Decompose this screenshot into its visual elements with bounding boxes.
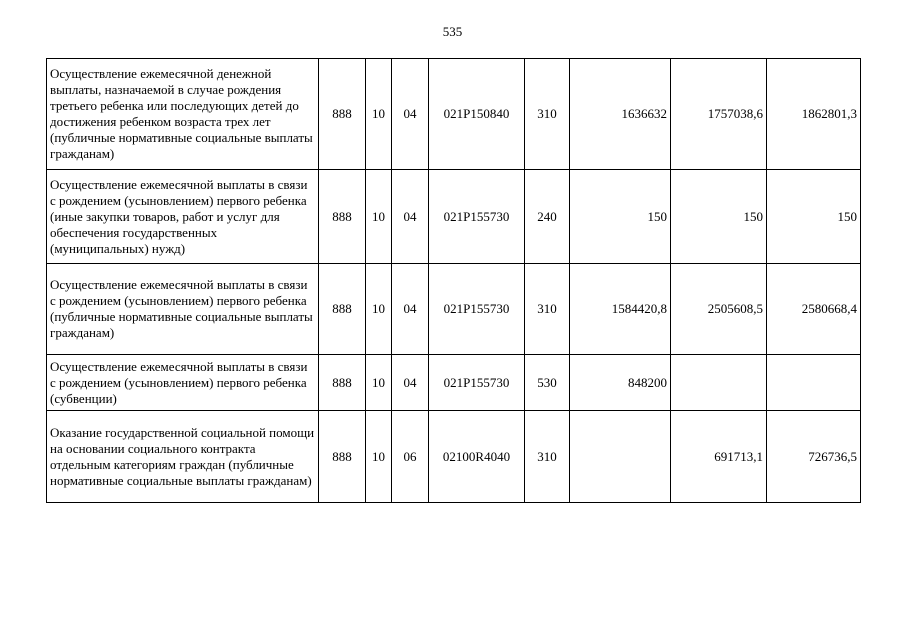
subsection-code: 04 xyxy=(392,355,429,411)
expense-type-code: 530 xyxy=(525,355,570,411)
ministry-code: 888 xyxy=(319,264,366,355)
expense-type-code: 310 xyxy=(525,264,570,355)
amount-year-2: 2505608,5 xyxy=(671,264,767,355)
target-article-code: 021P150840 xyxy=(429,59,525,170)
row-description: Осуществление ежемесячной выплаты в связи с рождением (усыновлением) первого ребенка (иные закупки товаров, работ и услуг для обеспечения государственных (муниципальных) нужд) xyxy=(47,170,319,264)
subsection-code: 06 xyxy=(392,411,429,503)
expense-type-code: 310 xyxy=(525,411,570,503)
row-description: Оказание государственной социальной помощи на основании социального контракта отдельным категориям граждан (публичные нормативные социальные выплаты гражданам) xyxy=(47,411,319,503)
expense-type-code: 310 xyxy=(525,59,570,170)
amount-year-1: 1584420,8 xyxy=(570,264,671,355)
page-number: 535 xyxy=(442,24,463,39)
subsection-code: 04 xyxy=(392,264,429,355)
section-code: 10 xyxy=(366,59,392,170)
amount-year-1: 1636632 xyxy=(570,59,671,170)
row-description: Осуществление ежемесячной выплаты в связи с рождением (усыновлением) первого ребенка (публичные нормативные социальные выплаты гражданам) xyxy=(47,264,319,355)
budget-table xyxy=(46,58,861,503)
row-description: Осуществление ежемесячной выплаты в связи с рождением (усыновлением) первого ребенка (субвенции) xyxy=(47,355,319,411)
expense-type-code: 240 xyxy=(525,170,570,264)
table-row xyxy=(47,264,861,355)
ministry-code: 888 xyxy=(319,170,366,264)
ministry-code: 888 xyxy=(319,355,366,411)
target-article-code: 021P155730 xyxy=(429,355,525,411)
amount-year-3: 1862801,3 xyxy=(767,59,861,170)
amount-year-2 xyxy=(671,355,767,411)
row-description: Осуществление ежемесячной денежной выплаты, назначаемой в случае рождения третьего ребенка или последующих детей до достижения ребенком возраста трех лет (публичные нормативные социальные выплаты гражданам) xyxy=(47,59,319,170)
amount-year-2: 150 xyxy=(671,170,767,264)
table-row xyxy=(47,59,861,170)
section-code: 10 xyxy=(366,411,392,503)
subsection-code: 04 xyxy=(392,170,429,264)
amount-year-3: 2580668,4 xyxy=(767,264,861,355)
amount-year-1 xyxy=(570,411,671,503)
section-code: 10 xyxy=(366,264,392,355)
amount-year-1: 150 xyxy=(570,170,671,264)
ministry-code: 888 xyxy=(319,59,366,170)
table-row xyxy=(47,411,861,503)
section-code: 10 xyxy=(366,355,392,411)
amount-year-2: 691713,1 xyxy=(671,411,767,503)
target-article-code: 02100R4040 xyxy=(429,411,525,503)
amount-year-3 xyxy=(767,355,861,411)
ministry-code: 888 xyxy=(319,411,366,503)
table-row xyxy=(47,170,861,264)
amount-year-2: 1757038,6 xyxy=(671,59,767,170)
section-code: 10 xyxy=(366,170,392,264)
table-row xyxy=(47,355,861,411)
subsection-code: 04 xyxy=(392,59,429,170)
target-article-code: 021P155730 xyxy=(429,170,525,264)
amount-year-3: 726736,5 xyxy=(767,411,861,503)
amount-year-3: 150 xyxy=(767,170,861,264)
amount-year-1: 848200 xyxy=(570,355,671,411)
target-article-code: 021P155730 xyxy=(429,264,525,355)
